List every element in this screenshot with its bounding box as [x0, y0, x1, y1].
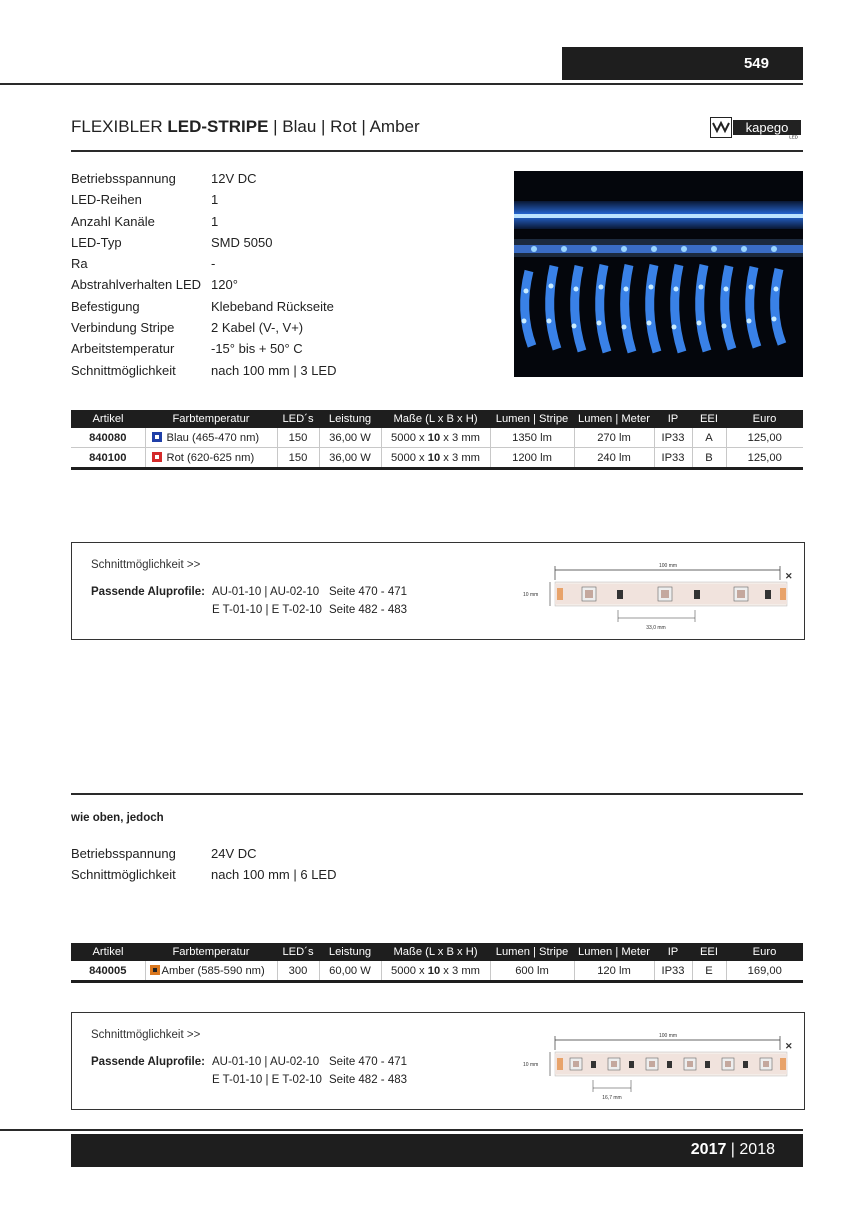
- col-header: Lumen | Stripe: [490, 410, 574, 428]
- power-cell: 36,00 W: [319, 428, 381, 448]
- spec-row: [71, 360, 337, 381]
- col-header: IP: [654, 943, 692, 961]
- dim-width-label: 100 mm: [658, 1033, 678, 1039]
- table-row: [71, 961, 803, 982]
- profile-page: Seite 482 - 483: [329, 604, 408, 616]
- spec-row: [71, 253, 337, 274]
- profile-page: Seite 482 - 483: [329, 1074, 408, 1086]
- cut-mark-icon: ✕: [785, 1041, 793, 1051]
- eei-cell: B: [692, 448, 726, 469]
- title-bold: LED-STRIPE: [167, 117, 269, 136]
- profiles-label: Passende Aluprofile:: [91, 1056, 205, 1068]
- logo-text: kapego: [745, 120, 789, 135]
- spec-value: Klebeband Rückseite: [211, 298, 334, 314]
- logo-sub: LED: [789, 134, 798, 139]
- table-header-row: [71, 410, 803, 428]
- eei-cell: A: [692, 428, 726, 448]
- page-number-box: [562, 47, 803, 80]
- article-cell: 840100: [71, 448, 145, 469]
- price-cell: 125,00: [726, 448, 803, 469]
- footer-bar: [71, 1134, 803, 1167]
- cut-info-box-1: [71, 542, 805, 640]
- dim-width-label: 100 mm: [658, 563, 678, 569]
- cut-label: Schnittmöglichkeit >>: [91, 1029, 201, 1041]
- col-header: Euro: [726, 410, 803, 428]
- color-label: Blau (465-470 nm): [166, 431, 260, 444]
- spec-row: [71, 168, 337, 189]
- spec-key: Befestigung: [71, 298, 140, 314]
- product-photo: [514, 171, 803, 377]
- color-cell: [145, 448, 277, 469]
- color-cell: [145, 961, 277, 982]
- color-swatch: [150, 965, 160, 975]
- col-header: Maße (L x B x H): [381, 943, 490, 961]
- dimensions-cell: 5000 x 10 x 3 mm: [381, 448, 490, 469]
- section-note: wie oben, jedoch: [71, 812, 164, 824]
- power-cell: 36,00 W: [319, 448, 381, 469]
- spec-value: 12V DC: [211, 171, 257, 186]
- footer-year-rest: | 2018: [726, 1141, 775, 1158]
- footer-year-bold: 2017: [690, 1141, 727, 1158]
- spec-key: LED-Reihen: [71, 192, 142, 208]
- spec-row: [71, 864, 337, 885]
- article-cell: 840005: [71, 961, 145, 982]
- color-label: Rot (620-625 nm): [166, 451, 255, 464]
- spec-key: Schnittmöglichkeit: [71, 362, 176, 378]
- lumen-stripe-cell: 600 lm: [490, 961, 574, 982]
- col-header: IP: [654, 410, 692, 428]
- col-header: Lumen | Stripe: [490, 943, 574, 961]
- color-swatch: [152, 432, 162, 442]
- page-title: [71, 117, 420, 137]
- spec-key: Arbeitstemperatur: [71, 341, 175, 357]
- ip-cell: IP33: [654, 961, 692, 982]
- cut-info-box-2: [71, 1012, 805, 1110]
- spec-value: SMD 5050: [211, 234, 273, 250]
- col-header: Artikel: [71, 943, 145, 961]
- article-cell: 840080: [71, 428, 145, 448]
- title-suffix: | Blau | Rot | Amber: [268, 117, 420, 136]
- spec-key: LED-Typ: [71, 234, 122, 250]
- product-table-2: [71, 943, 803, 983]
- profile-page: Seite 470 - 471: [329, 1056, 408, 1068]
- spec-row: [71, 211, 337, 232]
- spec-key: Betriebsspannung: [71, 846, 176, 861]
- table-row: [71, 428, 803, 448]
- power-cell: 60,00 W: [319, 961, 381, 982]
- title-prefix: FLEXIBLER: [71, 117, 168, 136]
- spec-key: Verbindung Stripe: [71, 320, 175, 336]
- kapego-logo: [710, 117, 803, 139]
- profile-codes: AU-01-10 | AU-02-10: [212, 1056, 320, 1068]
- price-cell: 169,00: [726, 961, 803, 982]
- header-rule: [0, 83, 803, 85]
- spec-value: -: [211, 256, 216, 272]
- color-cell: [145, 428, 277, 448]
- spec-key: Betriebsspannung: [71, 171, 176, 186]
- spec-row: [71, 843, 337, 864]
- col-header: Euro: [726, 943, 803, 961]
- spec-value: -15° bis + 50° C: [211, 341, 303, 357]
- leds-cell: 300: [277, 961, 319, 982]
- footer-rule: [0, 1129, 803, 1131]
- col-header: LED´s: [277, 410, 319, 428]
- price-cell: 125,00: [726, 428, 803, 448]
- lumen-meter-cell: 270 lm: [574, 428, 654, 448]
- profile-page: Seite 470 - 471: [329, 586, 408, 598]
- cut-mark-icon: ✕: [785, 571, 793, 581]
- spec-list: [71, 168, 337, 381]
- color-label: Amber (585-590 nm): [161, 964, 265, 977]
- dim-pitch-label: 16,7 mm: [602, 1095, 622, 1101]
- profiles-label: Passende Aluprofile:: [91, 586, 205, 598]
- spec-row: [71, 189, 337, 210]
- spec-value: 24V DC: [211, 846, 257, 861]
- page-number: 549: [743, 55, 769, 72]
- eei-cell: E: [692, 961, 726, 982]
- lumen-stripe-cell: 1350 lm: [490, 428, 574, 448]
- col-header: Lumen | Meter: [574, 410, 654, 428]
- strip-diagram-2: [520, 1028, 795, 1103]
- spec-row: [71, 232, 337, 253]
- spec-value: 1: [211, 213, 219, 229]
- col-header: LED´s: [277, 943, 319, 961]
- dimensions-cell: 5000 x 10 x 3 mm: [381, 428, 490, 448]
- profile-codes: E T-01-10 | E T-02-10: [212, 1074, 322, 1086]
- section-rule: [71, 793, 803, 795]
- dim-pitch-label: 33,0 mm: [646, 625, 666, 631]
- col-header: Maße (L x B x H): [381, 410, 490, 428]
- spec-key: Ra: [71, 256, 88, 272]
- col-header: Leistung: [319, 943, 381, 961]
- ip-cell: IP33: [654, 428, 692, 448]
- profile-codes: AU-01-10 | AU-02-10: [212, 586, 320, 598]
- spec-list-2: [71, 843, 337, 886]
- product-table-1: [71, 410, 803, 470]
- lumen-meter-cell: 240 lm: [574, 448, 654, 469]
- table-row: [71, 448, 803, 469]
- lumen-stripe-cell: 1200 lm: [490, 448, 574, 469]
- col-header: Lumen | Meter: [574, 943, 654, 961]
- col-header: EEI: [692, 943, 726, 961]
- spec-value: nach 100 mm | 6 LED: [211, 867, 337, 883]
- spec-key: Anzahl Kanäle: [71, 213, 155, 229]
- cut-label: Schnittmöglichkeit >>: [91, 559, 201, 571]
- dimensions-cell: 5000 x 10 x 3 mm: [381, 961, 490, 982]
- leds-cell: 150: [277, 448, 319, 469]
- col-header: EEI: [692, 410, 726, 428]
- title-rule: [71, 150, 803, 152]
- color-swatch: [152, 452, 162, 462]
- spec-key: Abstrahlverhalten LED: [71, 277, 202, 293]
- spec-value: 1: [211, 192, 219, 208]
- spec-row: [71, 274, 337, 295]
- dim-height-label: 10 mm: [523, 1062, 539, 1068]
- table-header-row: [71, 943, 803, 961]
- spec-value: nach 100 mm | 3 LED: [211, 362, 337, 378]
- spec-row: [71, 338, 337, 359]
- col-header: Leistung: [319, 410, 381, 428]
- spec-key: Schnittmöglichkeit: [71, 867, 176, 883]
- footer-year: [691, 1141, 775, 1159]
- leds-cell: 150: [277, 428, 319, 448]
- spec-row: [71, 296, 337, 317]
- col-header: Farbtemperatur: [145, 410, 277, 428]
- strip-diagram-1: [520, 558, 795, 633]
- lumen-meter-cell: 120 lm: [574, 961, 654, 982]
- spec-row: [71, 317, 337, 338]
- spec-value: 120°: [211, 277, 238, 293]
- col-header: Farbtemperatur: [145, 943, 277, 961]
- ip-cell: IP33: [654, 448, 692, 469]
- profile-codes: E T-01-10 | E T-02-10: [212, 604, 322, 616]
- dim-height-label: 10 mm: [523, 592, 539, 598]
- spec-value: 2 Kabel (V-, V+): [211, 320, 304, 336]
- col-header: Artikel: [71, 410, 145, 428]
